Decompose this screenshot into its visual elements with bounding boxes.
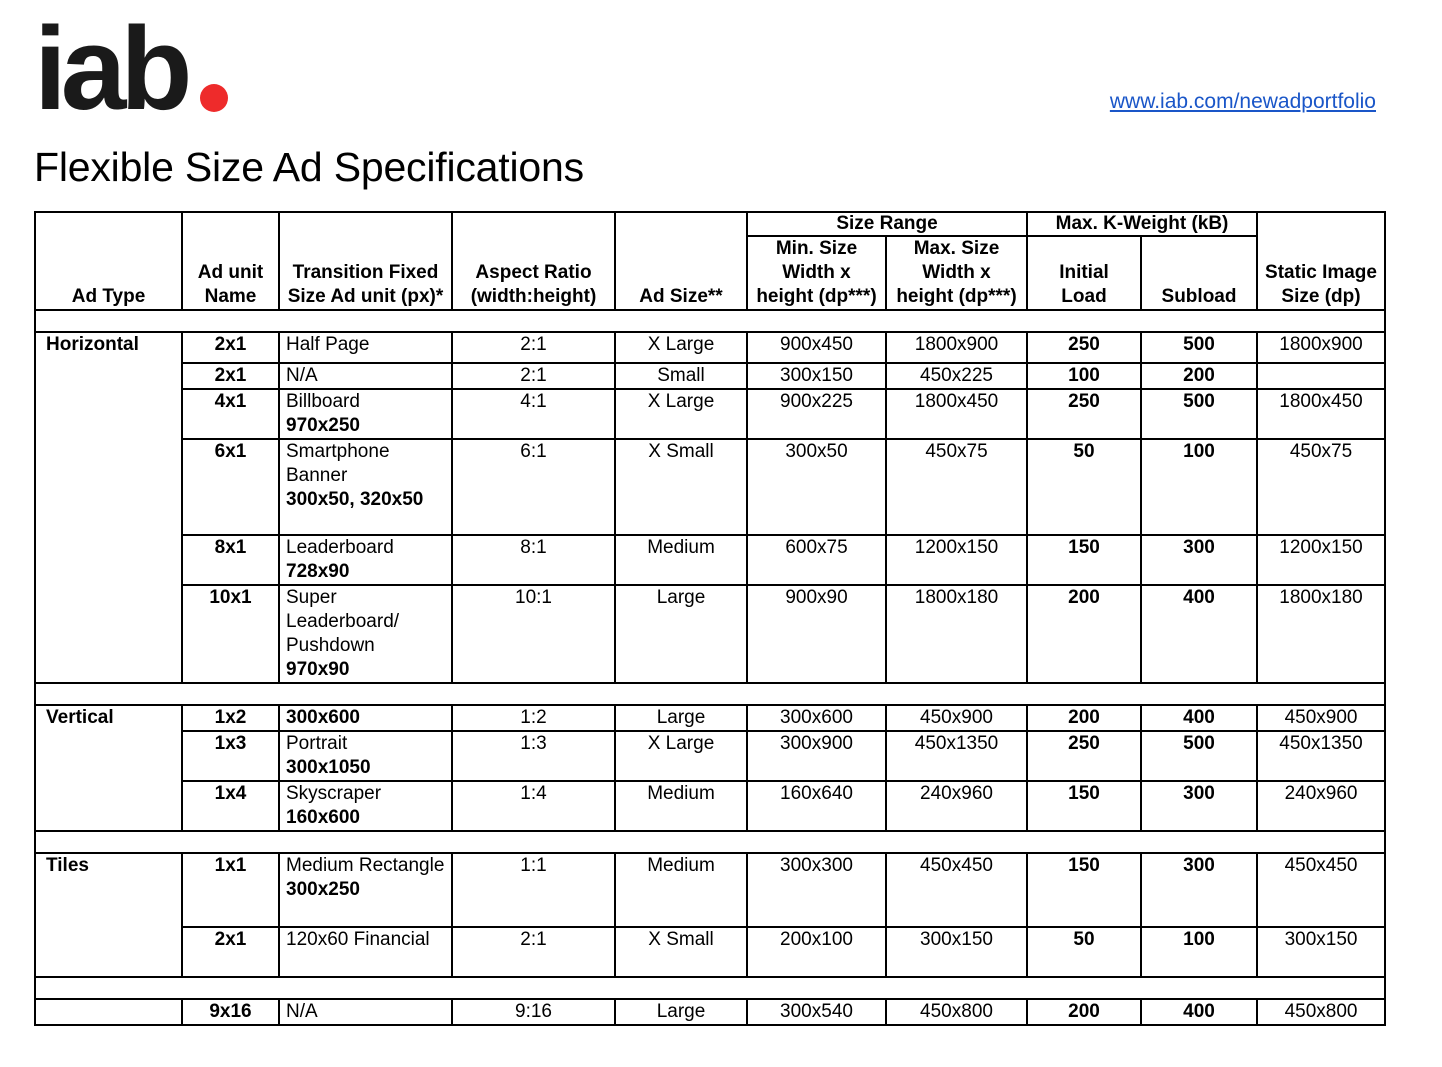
min-size-cell: 900x225 <box>747 389 886 439</box>
separator-row <box>35 310 1385 332</box>
static-size-cell: 450x450 <box>1257 853 1385 927</box>
logo-dot-icon <box>200 84 228 112</box>
subload-cell: 300 <box>1141 535 1257 585</box>
ad-size-cell: Medium <box>615 781 747 831</box>
separator-cell <box>35 683 1385 705</box>
aspect-cell: 2:1 <box>452 363 615 389</box>
page-title: Flexible Size Ad Specifications <box>34 144 584 190</box>
ad-size-cell: X Small <box>615 439 747 535</box>
aspect-cell: 6:1 <box>452 439 615 535</box>
category-cell: Tiles <box>35 853 182 977</box>
unit-cell: 8x1 <box>182 535 279 585</box>
transition-name: Billboard <box>286 391 360 412</box>
ad-size-cell: X Large <box>615 389 747 439</box>
ad-size-cell: Large <box>615 585 747 683</box>
transition-cell <box>279 332 452 363</box>
max-size-cell: 1800x900 <box>886 332 1027 363</box>
table-row <box>35 439 1385 535</box>
min-size-cell: 900x450 <box>747 332 886 363</box>
transition-name: Medium Rectangle <box>286 855 445 876</box>
subload-cell: 400 <box>1141 705 1257 731</box>
separator-cell <box>35 310 1385 332</box>
max-size-cell: 1800x180 <box>886 585 1027 683</box>
transition-name: Smartphone Banner <box>286 441 390 486</box>
ad-size-cell: Small <box>615 363 747 389</box>
col-subload: Subload <box>1141 236 1257 310</box>
transition-cell <box>279 927 452 977</box>
initial-load-cell: 200 <box>1027 999 1141 1025</box>
transition-size: 300x250 <box>286 879 360 900</box>
subload-cell: 100 <box>1141 927 1257 977</box>
transition-size: 300x1050 <box>286 757 371 778</box>
unit-cell: 2x1 <box>182 363 279 389</box>
transition-name: Half Page <box>286 334 370 355</box>
unit-cell: 9x16 <box>182 999 279 1025</box>
unit-cell: 2x1 <box>182 332 279 363</box>
min-size-cell: 900x90 <box>747 585 886 683</box>
initial-load-cell: 100 <box>1027 363 1141 389</box>
ad-size-cell: X Small <box>615 927 747 977</box>
subload-cell: 300 <box>1141 781 1257 831</box>
table-row <box>35 535 1385 585</box>
transition-cell <box>279 439 452 535</box>
category-cell: Horizontal <box>35 332 182 683</box>
aspect-cell: 8:1 <box>452 535 615 585</box>
unit-cell: 4x1 <box>182 389 279 439</box>
min-size-cell: 160x640 <box>747 781 886 831</box>
initial-load-cell: 200 <box>1027 705 1141 731</box>
col-static: Static Image Size (dp) <box>1257 212 1385 310</box>
transition-name: Portrait <box>286 733 348 754</box>
transition-cell <box>279 363 452 389</box>
transition-cell <box>279 731 452 781</box>
max-size-cell: 1800x450 <box>886 389 1027 439</box>
ad-size-cell: X Large <box>615 731 747 781</box>
min-size-cell: 300x540 <box>747 999 886 1025</box>
unit-cell: 10x1 <box>182 585 279 683</box>
static-size-cell: 1800x180 <box>1257 585 1385 683</box>
aspect-cell: 9:16 <box>452 999 615 1025</box>
transition-name: N/A <box>286 1001 318 1022</box>
ad-size-cell: Medium <box>615 535 747 585</box>
group-size-range: Size Range <box>747 212 1027 236</box>
table-row <box>35 389 1385 439</box>
transition-size: 300x50, 320x50 <box>286 489 424 510</box>
subload-cell: 200 <box>1141 363 1257 389</box>
portfolio-link[interactable]: www.iab.com/newadportfolio <box>1109 90 1376 113</box>
max-size-cell: 450x900 <box>886 705 1027 731</box>
max-size-cell: 450x75 <box>886 439 1027 535</box>
min-size-cell: 300x50 <box>747 439 886 535</box>
transition-size: 728x90 <box>286 561 350 582</box>
transition-size: 970x90 <box>286 659 350 680</box>
transition-cell <box>279 853 452 927</box>
static-size-cell: 450x800 <box>1257 999 1385 1025</box>
aspect-cell: 1:1 <box>452 853 615 927</box>
ad-size-cell: Large <box>615 705 747 731</box>
min-size-cell: 300x900 <box>747 731 886 781</box>
table-row <box>35 853 1385 927</box>
transition-name: Super Leaderboard/ Pushdown <box>286 587 400 656</box>
max-size-cell: 450x800 <box>886 999 1027 1025</box>
transition-cell <box>279 389 452 439</box>
min-size-cell: 200x100 <box>747 927 886 977</box>
col-transition: Transition Fixed Size Ad unit (px)* <box>279 212 452 310</box>
separator-row <box>35 683 1385 705</box>
transition-cell <box>279 999 452 1025</box>
initial-load-cell: 250 <box>1027 332 1141 363</box>
col-ad-size: Ad Size** <box>615 212 747 310</box>
table-row <box>35 332 1385 363</box>
unit-cell: 1x4 <box>182 781 279 831</box>
table-row <box>35 705 1385 731</box>
specs-body <box>35 310 1385 1025</box>
specs-table <box>34 211 1386 1026</box>
category-cell <box>35 999 182 1025</box>
transition-name: Leaderboard <box>286 537 394 558</box>
logo-text: iab <box>34 3 187 135</box>
subload-cell: 500 <box>1141 332 1257 363</box>
table-row <box>35 999 1385 1025</box>
initial-load-cell: 150 <box>1027 853 1141 927</box>
transition-cell <box>279 705 452 731</box>
unit-cell: 1x2 <box>182 705 279 731</box>
static-size-cell <box>1257 363 1385 389</box>
separator-cell <box>35 977 1385 999</box>
transition-cell <box>279 585 452 683</box>
subload-cell: 300 <box>1141 853 1257 927</box>
static-size-cell: 300x150 <box>1257 927 1385 977</box>
static-size-cell: 450x75 <box>1257 439 1385 535</box>
static-size-cell: 450x900 <box>1257 705 1385 731</box>
transition-name: N/A <box>286 365 318 386</box>
subload-cell: 400 <box>1141 999 1257 1025</box>
unit-cell: 6x1 <box>182 439 279 535</box>
initial-load-cell: 200 <box>1027 585 1141 683</box>
subload-cell: 500 <box>1141 389 1257 439</box>
aspect-cell: 4:1 <box>452 389 615 439</box>
transition-size: 970x250 <box>286 415 360 436</box>
static-size-cell: 1800x900 <box>1257 332 1385 363</box>
table-row <box>35 781 1385 831</box>
min-size-cell: 300x600 <box>747 705 886 731</box>
col-unit-name: Ad unit Name <box>182 212 279 310</box>
max-size-cell: 240x960 <box>886 781 1027 831</box>
transition-size: 160x600 <box>286 807 360 828</box>
col-aspect: Aspect Ratio (width:height) <box>452 212 615 310</box>
subload-cell: 400 <box>1141 585 1257 683</box>
transition-size: 300x600 <box>286 707 360 728</box>
static-size-cell: 450x1350 <box>1257 731 1385 781</box>
separator-row <box>35 831 1385 853</box>
ad-size-cell: X Large <box>615 332 747 363</box>
transition-name: 120x60 Financial <box>286 929 430 950</box>
static-size-cell: 240x960 <box>1257 781 1385 831</box>
ad-size-cell: Medium <box>615 853 747 927</box>
max-size-cell: 450x1350 <box>886 731 1027 781</box>
initial-load-cell: 150 <box>1027 535 1141 585</box>
aspect-cell: 1:2 <box>452 705 615 731</box>
transition-name: Skyscraper <box>286 783 382 804</box>
max-size-cell: 300x150 <box>886 927 1027 977</box>
initial-load-cell: 50 <box>1027 927 1141 977</box>
col-min-size: Min. Size Width x height (dp***) <box>747 236 886 310</box>
table-row <box>35 927 1385 977</box>
table-row <box>35 731 1385 781</box>
max-size-cell: 1200x150 <box>886 535 1027 585</box>
max-size-cell: 450x450 <box>886 853 1027 927</box>
separator-cell <box>35 831 1385 853</box>
table-row <box>35 363 1385 389</box>
aspect-cell: 10:1 <box>452 585 615 683</box>
separator-row <box>35 977 1385 999</box>
initial-load-cell: 250 <box>1027 731 1141 781</box>
col-ad-type: Ad Type <box>35 212 182 310</box>
col-initial: Initial Load <box>1027 236 1141 310</box>
group-kweight: Max. K-Weight (kB) <box>1027 212 1257 236</box>
table-row <box>35 585 1385 683</box>
transition-cell <box>279 535 452 585</box>
subload-cell: 100 <box>1141 439 1257 535</box>
min-size-cell: 300x300 <box>747 853 886 927</box>
unit-cell: 1x3 <box>182 731 279 781</box>
subload-cell: 500 <box>1141 731 1257 781</box>
initial-load-cell: 250 <box>1027 389 1141 439</box>
aspect-cell: 1:4 <box>452 781 615 831</box>
aspect-cell: 2:1 <box>452 332 615 363</box>
max-size-cell: 450x225 <box>886 363 1027 389</box>
category-cell: Vertical <box>35 705 182 831</box>
col-max-size: Max. Size Width x height (dp***) <box>886 236 1027 310</box>
initial-load-cell: 150 <box>1027 781 1141 831</box>
initial-load-cell: 50 <box>1027 439 1141 535</box>
static-size-cell: 1200x150 <box>1257 535 1385 585</box>
unit-cell: 1x1 <box>182 853 279 927</box>
static-size-cell: 1800x450 <box>1257 389 1385 439</box>
min-size-cell: 600x75 <box>747 535 886 585</box>
ad-size-cell: Large <box>615 999 747 1025</box>
unit-cell: 2x1 <box>182 927 279 977</box>
aspect-cell: 2:1 <box>452 927 615 977</box>
aspect-cell: 1:3 <box>452 731 615 781</box>
min-size-cell: 300x150 <box>747 363 886 389</box>
iab-logo <box>34 3 187 135</box>
transition-cell <box>279 781 452 831</box>
